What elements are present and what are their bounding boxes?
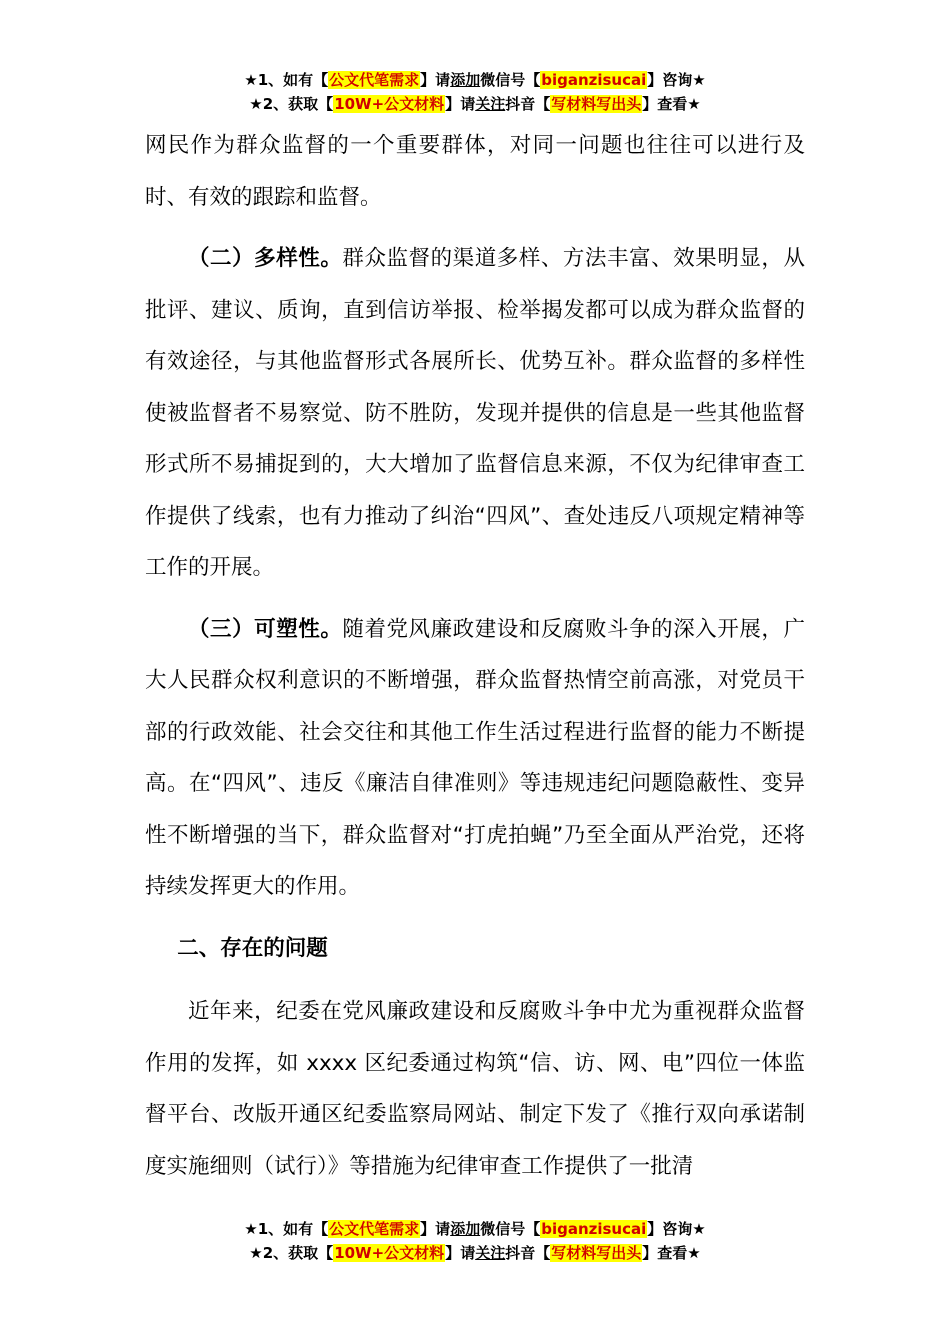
banner-text: 】请 [445, 1244, 476, 1262]
banner-highlight: 10W+公文材料 [334, 95, 445, 113]
banner-highlight: 公文代笔需求 [329, 71, 420, 89]
banner-text: 】请 [420, 1220, 451, 1238]
banner-underlined: 关注 [475, 1244, 506, 1262]
banner-highlight: biganzisucai [541, 71, 647, 89]
banner-text: ★2、获取【 [249, 1244, 334, 1262]
banner-highlight: 写材料写出头 [551, 95, 642, 113]
section-title-diversity: （二）多样性。 [188, 246, 343, 271]
footer-banner [0, 1217, 950, 1265]
banner-highlight: biganzisucai [541, 1220, 647, 1238]
section-title-plasticity: （三）可塑性。 [188, 616, 343, 642]
banner-line-1 [0, 68, 950, 92]
paragraph-3 [145, 604, 805, 913]
banner-text: ★1、如有【 [244, 71, 329, 89]
banner-text: 抖音【 [505, 95, 551, 113]
banner-underlined: 添加 [450, 1220, 481, 1238]
paragraph-2 [145, 233, 805, 594]
banner-text: 】查看★ [642, 95, 701, 113]
banner-text: 】咨询★ [647, 71, 706, 89]
banner-highlight: 公文代笔需求 [329, 1220, 420, 1238]
banner-text: ★2、获取【 [249, 95, 334, 113]
banner-text: ★1、如有【 [244, 1220, 329, 1238]
paragraph-4: 近年来，纪委在党风廉政建设和反腐败斗争中尤为重视群众监督作用的发挥，如 xxxx 区纪委通过构筑“信、访、网、电”四位一体监督平台、改版开通区纪委监察局网站、制定下发了《推行双向承诺制度实施细则（试行）》等措施为纪律审查工作提供了一批清 [145, 999, 805, 1179]
banner-line-2 [0, 92, 950, 116]
banner-underlined: 添加 [450, 71, 481, 89]
banner-text: 微信号【 [480, 71, 541, 89]
banner-text: 抖音【 [505, 1244, 551, 1262]
banner-underlined: 关注 [475, 95, 506, 113]
banner-text: 】咨询★ [647, 1220, 706, 1238]
banner-line-2 [0, 1241, 950, 1265]
document-body [145, 120, 805, 1192]
banner-highlight: 写材料写出头 [551, 1244, 642, 1262]
paragraph-2-text: 群众监督的渠道多样、方法丰富、效果明显，从批评、建议、质询，直到信访举报、检举揭发都可以成为群众监督的有效途径，与其他监督形式各展所长、优势互补。群众监督的多样性使被监督者不易察觉、防不胜防，发现并提供的信息是一些其他监督形式所不易捕捉到的，大大增加了监督信息来源，不仅为纪律审查工作提供了线索，也有力推动了纠治“四风”、查处违反八项规定精神等工作的开展。 [145, 246, 805, 580]
banner-text: 】请 [420, 71, 451, 89]
banner-highlight: 10W+公文材料 [334, 1244, 445, 1262]
banner-line-1 [0, 1217, 950, 1241]
banner-text: 】请 [445, 95, 476, 113]
header-banner [0, 68, 950, 116]
paragraph-1: 网民作为群众监督的一个重要群体，对同一问题也往往可以进行及时、有效的跟踪和监督。 [145, 133, 805, 210]
banner-text: 】查看★ [642, 1244, 701, 1262]
section-heading-problems: 二、存在的问题 [177, 935, 328, 961]
paragraph-3-text: 随着党风廉政建设和反腐败斗争的深入开展，广大人民群众权利意识的不断增强，群众监督热情空前高涨，对党员干部的行政效能、社会交往和其他工作生活过程进行监督的能力不断提高。在“四风”、违反《廉洁自律准则》等违规违纪问题隐蔽性、变异性不断增强的当下，群众监督对“打虎拍蝇”乃至全面从严治党，还将持续发挥更大的作用。 [145, 616, 805, 899]
banner-text: 微信号【 [480, 1220, 541, 1238]
